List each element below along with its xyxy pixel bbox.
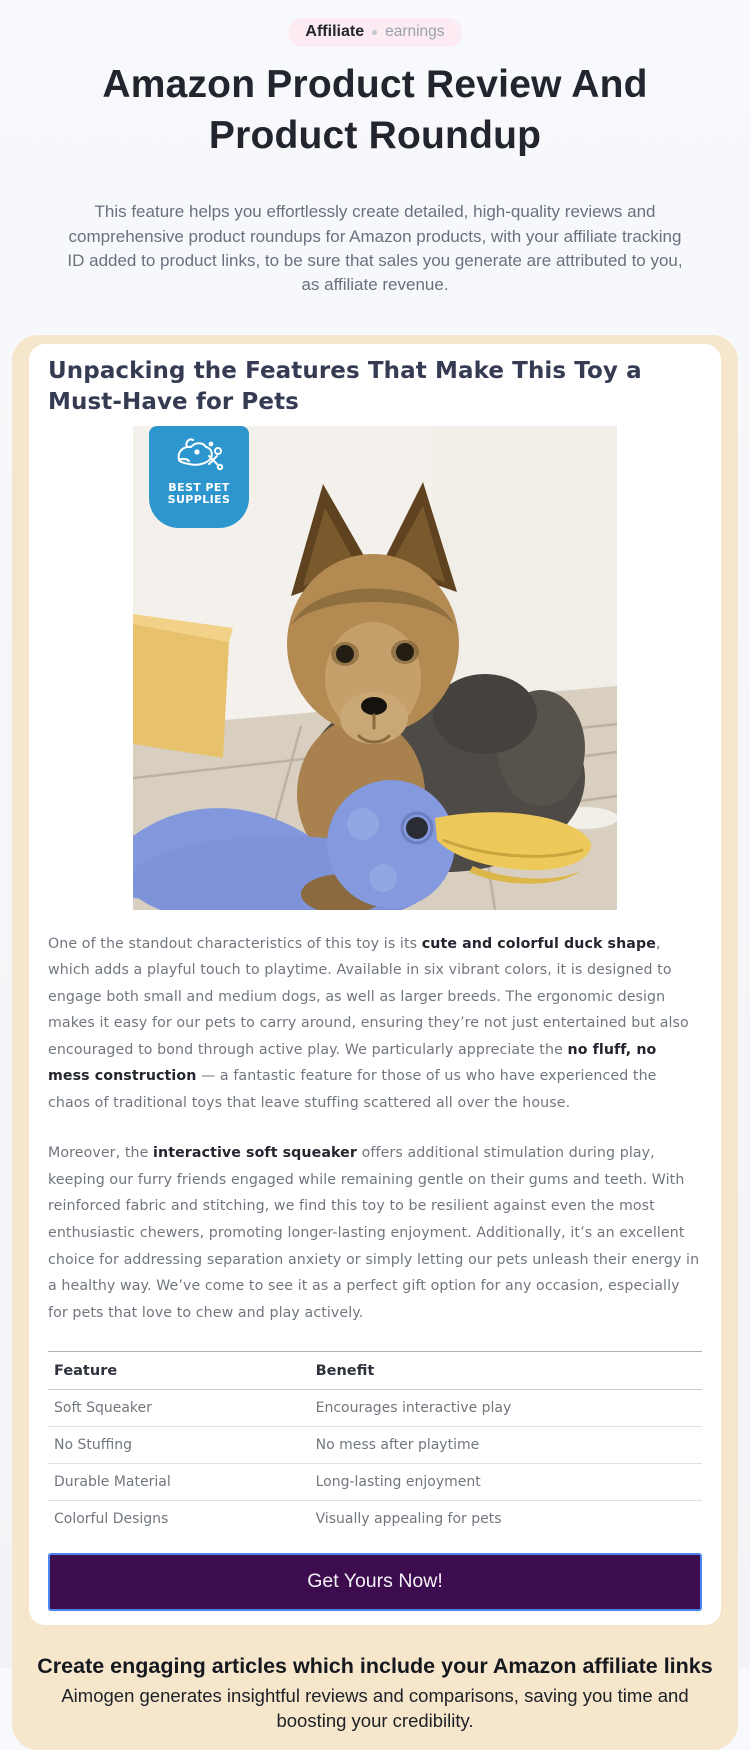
table-row bbox=[48, 1501, 702, 1538]
table-header-feature: Feature bbox=[48, 1352, 310, 1390]
bold-no-fluff: no fluff, no mess construction bbox=[48, 1041, 657, 1085]
badge-text-line1: BEST PET bbox=[168, 480, 230, 494]
affiliate-badge bbox=[288, 18, 461, 47]
product-photo bbox=[133, 426, 617, 910]
badge-label-affiliate: Affiliate bbox=[305, 23, 365, 40]
feature-panel bbox=[12, 335, 738, 1750]
footer-heading: Create engaging articles which include your Amazon affiliate links bbox=[37, 1654, 713, 1679]
article-paragraph-2: Moreover, the interactive soft squeaker offers additional stimulation during play, keeping our furry friends engaged while remaining gentle on their gums and teeth. With reinforced fabric and stitching, we find this toy to be resilient against even the most enthusiastic chewers, promoting longer-lasting enjoyment. Additionally, it’s an excellent choice for addressing separation anxiety or simply letting our pets unleash their energy in a healthy way. We’ve come to see it as a perfect gift option for any occasion, especially for pets that love to chew and play actively. bbox=[48, 1145, 700, 1321]
benefit-cell: Visually appealing for pets bbox=[315, 1511, 502, 1528]
dog-logo-icon bbox=[173, 434, 225, 482]
table-row bbox=[48, 1464, 702, 1501]
benefit-cell: Long-lasting enjoyment bbox=[310, 1464, 702, 1501]
feature-cell: Soft Squeaker bbox=[48, 1390, 310, 1427]
page-title: Amazon Product Review And Product Roundup bbox=[102, 63, 648, 157]
footer-description: Aimogen generates insightful reviews and comparisons, saving you time and boosting your credibility. bbox=[61, 1685, 689, 1732]
cta-button[interactable]: Get Yours Now! bbox=[48, 1553, 702, 1611]
benefit-cell: Encourages interactive play bbox=[310, 1390, 702, 1427]
badge-separator-dot bbox=[372, 30, 377, 35]
badge-label-earnings: earnings bbox=[385, 23, 445, 40]
article-card bbox=[29, 344, 721, 1626]
best-pet-supplies-badge bbox=[149, 426, 249, 528]
article-title: Unpacking the Features That Make This Toy a Must-Have for Pets bbox=[48, 357, 642, 416]
bold-duck-shape: cute and colorful duck shape bbox=[421, 935, 656, 952]
feature-cell: Colorful Designs bbox=[54, 1511, 169, 1528]
hero-section bbox=[0, 0, 750, 298]
feature-cell: Durable Material bbox=[48, 1464, 310, 1501]
table-header-benefit: Benefit bbox=[310, 1352, 702, 1390]
panel-footer bbox=[29, 1625, 721, 1749]
table-row bbox=[48, 1390, 702, 1427]
feature-cell: No Stuffing bbox=[48, 1427, 310, 1464]
bold-squeaker: interactive soft squeaker bbox=[153, 1145, 357, 1162]
benefit-cell: No mess after playtime bbox=[310, 1427, 702, 1464]
badge-text-line2: SUPPLIES bbox=[167, 492, 231, 506]
table-row bbox=[48, 1427, 702, 1464]
features-table bbox=[48, 1351, 702, 1537]
page-subtitle: This feature helps you effortlessly create detailed, high-quality reviews and comprehensive product roundups for Amazon products, with your affiliate tracking ID added to product links, to be sure that sales you generate are attributed to you, as affiliate revenue. bbox=[67, 202, 683, 295]
article-paragraph-1: One of the standout characteristics of this toy is its cute and colorful duck shape, which adds a playful touch to playtime. Available in six vibrant colors, it is designed to engage both small and medium dogs, as well as larger breeds. The ergonomic design makes it easy for our pets to carry around, ensuring they’re not just entertained but also encouraged to bond through active play. We particularly appreciate the no fluff, no mess construction — a fantastic feature for those of us who have experienced the chaos of traditional toys that leave stuffing scattered all over the house. bbox=[48, 935, 689, 1111]
